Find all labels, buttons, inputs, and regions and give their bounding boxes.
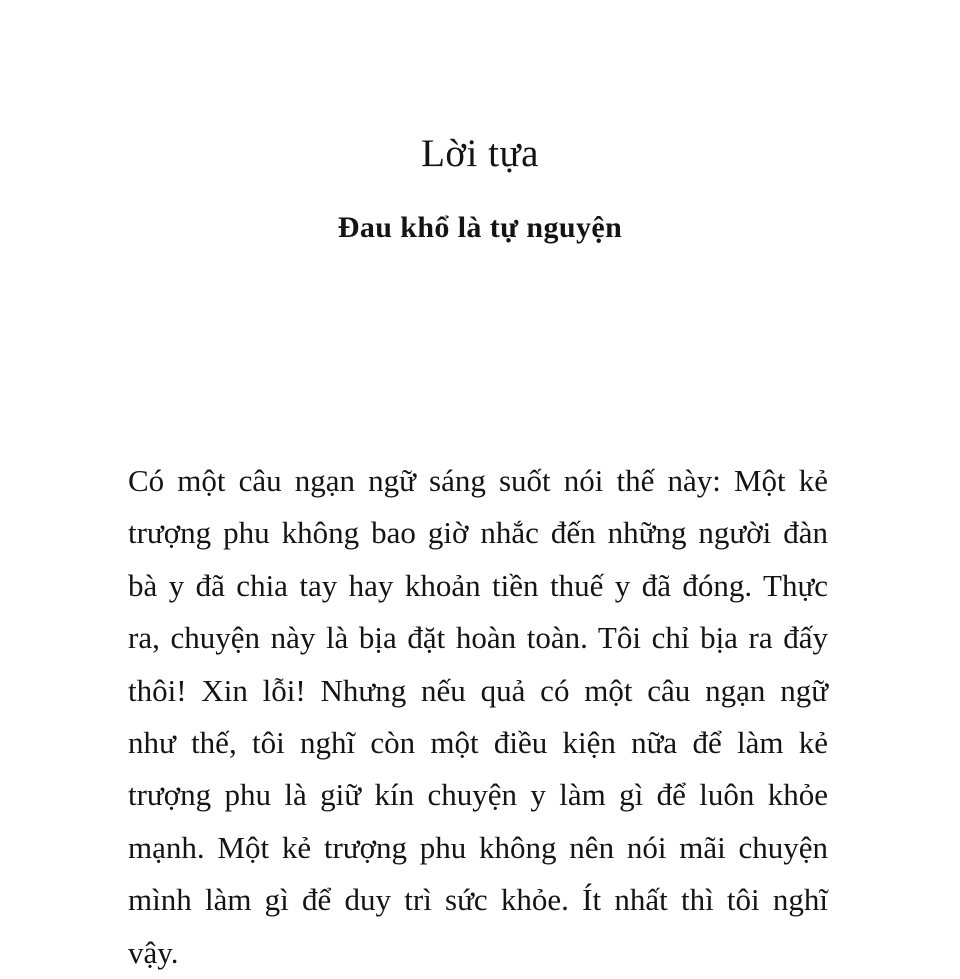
body-line: Có một câu ngạn ngữ sáng suốt nói thế này: Một kẻ [128,463,828,498]
body-line: bà y đã chia tay hay khoản tiền thuế y đã đóng. Thực [128,567,828,603]
body-line: mạnh. Một kẻ trượng phu không nên nói mãi chuyện [128,829,828,865]
body-line: mình làm gì để duy trì sức khỏe. Ít nhất thì tôi nghĩ [128,882,828,918]
body-line: ra, chuyện này là bịa đặt hoàn toàn. Tôi chỉ bịa ra đấy [128,620,828,656]
body-line: vậy. [128,934,179,970]
body-line: trượng phu là giữ kín chuyện y làm gì để luôn khỏe [128,777,828,813]
body-line: trượng phu không bao giờ nhắc đến những người đàn [128,515,828,551]
chapter-title: Đau khổ là tự nguyện [337,211,623,244]
body-paragraph [128,455,828,979]
body-line: như thế, tôi nghĩ còn một điều kiện nữa để làm kẻ [128,724,828,760]
body-line: thôi! Xin lỗi! Nhưng nếu quả có một câu ngạn ngữ [128,672,828,708]
chapter-label: Lời tựa [421,132,539,175]
